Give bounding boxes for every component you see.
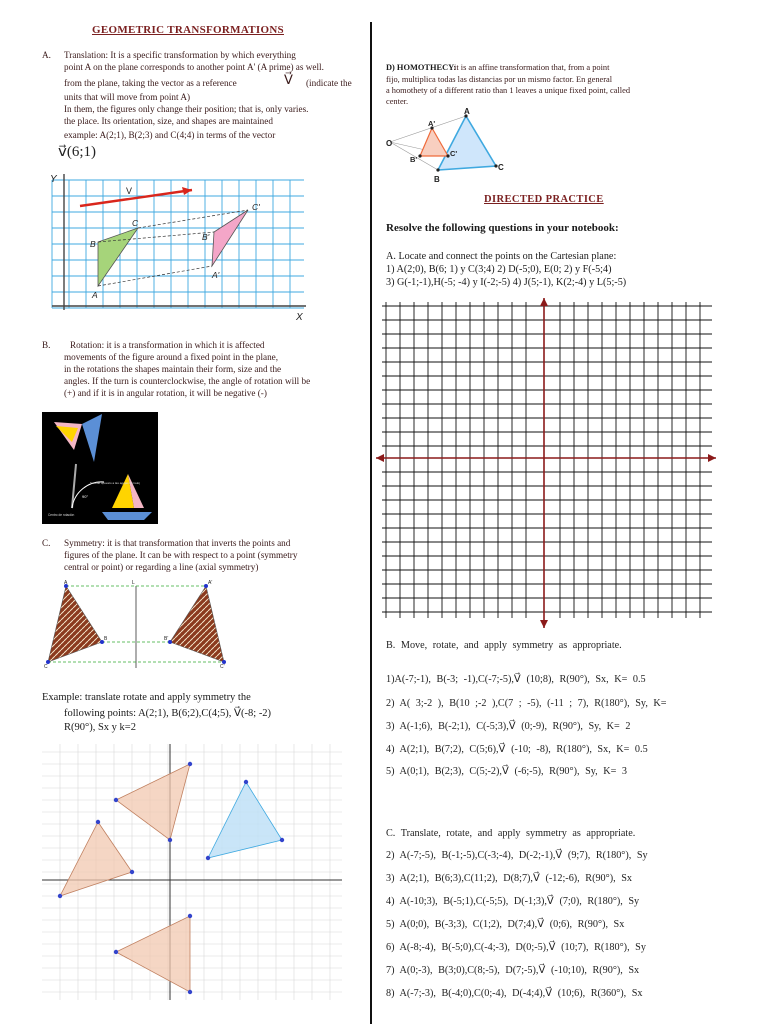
graph1-x-label: X xyxy=(296,312,303,322)
graph1-pt-c-prime: C' xyxy=(252,202,260,212)
sym-pt-b: B xyxy=(104,636,108,642)
section-b-line-1: Rotation: it is a transformation in which it is affected xyxy=(70,340,265,350)
graph1-pt-a: A xyxy=(92,290,98,300)
part-c-item-6: 6) A(-8;-4), B(-5;0),C(-4;-3), D(0;-5),V⃗ (10;7), R(180°), Sy xyxy=(386,942,646,953)
column-divider xyxy=(370,22,372,1024)
section-b-label: B. xyxy=(42,340,51,350)
part-a-title: A. Locate and connect the points on the Cartesian plane: xyxy=(386,251,617,262)
example-graph xyxy=(42,744,342,1000)
sym-pt-c: C xyxy=(44,664,48,670)
part-b-item-2: 2) A( 3;-2 ), B(10 ;-2 ),C(7 ; -5), (-11 ; 7), R(180°), Sy, K= xyxy=(386,698,667,709)
section-a-line-6: the place. Its orientation, size, and shapes are maintained xyxy=(64,116,273,126)
part-b-title: B. Move, rotate, and apply symmetry as appropriate. xyxy=(386,640,622,651)
graph1-pt-c: C xyxy=(132,218,139,228)
section-a-line-3: from the plane, taking the vector as a reference xyxy=(64,78,237,88)
part-b-item-4: 4) A(2;1), B(7;2), C(5;6),V⃗ (-10; -8), R(180°), Sx, K= 0.5 xyxy=(386,744,648,755)
section-b-line-2: movements of the figure around a fixed point in the plane, xyxy=(64,352,279,362)
sym-pt-a: A xyxy=(64,580,68,586)
section-b-line-3: in the rotations the shapes maintain their form, size and the xyxy=(64,364,282,374)
part-b-item-5: 5) A(0;1), B(2;3), C(5;-2),V⃗ (-6;-5), R(90°), Sy, K= 3 xyxy=(386,766,628,777)
part-c-item-4: 4) A(-10;3), B(-5;1),C(-5;5), D(-1;3),V⃗ (7;0), R(180°), Sy xyxy=(386,896,640,907)
sym-pt-c-prime: C' xyxy=(220,664,225,670)
rotation-angle: 90° xyxy=(82,494,89,499)
section-a-line-7: example: A(2;1), B(2;3) and C(4;4) in terms of the vector xyxy=(64,130,276,140)
graph1-pt-a-prime: A' xyxy=(212,270,220,280)
part-c-item-5: 5) A(0;0), B(-3;3), C(1;2), D(7;4),V⃗ (0;6), R(90°), Sx xyxy=(386,919,625,930)
sym-pt-a-prime: A' xyxy=(208,580,213,586)
part-a-line-2: 3) G(-1;-1),H(-5; -4) y I(-2;-5) 4) J(5;-1), K(2;-4) y L(5;-5) xyxy=(386,277,627,288)
homothecy-illustration xyxy=(384,106,524,184)
section-c-line-1: Symmetry: it is that transformation that inverts the points and xyxy=(64,538,291,548)
graph1-pt-b: B xyxy=(90,239,96,249)
section-a-label: A. xyxy=(42,50,51,60)
example-line-3: R(90°), Sx y k=2 xyxy=(64,722,136,733)
part-c-item-3: 3) A(2;1), B(6;3),C(11;2), D(8;7),V⃗ (-12;-6), R(90°), Sx xyxy=(386,873,632,884)
part-b-item-3: 3) A(-1;6), B(-2;1), C(-5;3),V⃗ (0;-9), R(90°), Sy, K= 2 xyxy=(386,721,631,732)
homothecy-line-3: a homothety of a different ratio than 1 leaves a unique fixed point, called xyxy=(386,86,631,95)
part-c-item-8: 8) A(-7;-3), B(-4;0),C(0;-4), D(-4;4),V⃗ (10;6), R(360°), Sx xyxy=(386,988,643,999)
section-a-line-4: units that will move from point A) xyxy=(64,92,191,102)
part-c-title: C. Translate, rotate, and apply symmetry as appropriate. xyxy=(386,828,636,839)
hom-pt-b: B xyxy=(434,175,440,184)
directed-practice-heading: DIRECTED PRACTICE xyxy=(484,194,604,205)
part-c-item-7: 7) A(0;-3), B(3;0),C(8;-5), D(7;-5),V⃗ (-10;10), R(90°), Sx xyxy=(386,965,640,976)
part-a-line-1: 1) A(2;0), B(6; 1) y C(3;4) 2) D(-5;0), E(0; 2) y F(-5;4) xyxy=(386,264,612,275)
hom-pt-a-prime: A' xyxy=(428,119,436,128)
homothecy-line-1: it is an affine transformation that, from a point xyxy=(454,63,610,72)
example-line-2: following points: A(2;1), B(6;2),C(4;5), V⃗(-8; -2) xyxy=(64,708,272,719)
section-a-line-5: In them, the figures only change their position; that is, only varies. xyxy=(64,104,309,114)
section-a-line-1: Translation: It is a specific transformation by which everything xyxy=(64,50,296,60)
section-b-line-5: (+) and if it is in angular rotation, it will be negative (-) xyxy=(64,388,267,398)
homothecy-label: D) HOMOTHECY: xyxy=(386,63,457,72)
graph1-v-label: V xyxy=(126,186,133,196)
symmetry-illustration xyxy=(40,578,240,670)
page-title: GEOMETRIC TRANSFORMATIONS xyxy=(92,24,284,36)
vector-symbol: V⃗ xyxy=(284,72,293,87)
section-c-label: C. xyxy=(42,538,51,548)
section-c-line-3: central or point) or regarding a line (axial symmetry) xyxy=(64,562,259,572)
resolve-instruction: Resolve the following questions in your notebook: xyxy=(386,222,619,234)
hom-pt-c-prime: C' xyxy=(450,149,458,158)
graph1-y-label: Y xyxy=(50,174,57,185)
part-b-item-1: 1)A(-7;-1), B(-3; -1),C(-7;-5),V⃗ (10;8), R(90°), Sx, K= 0.5 xyxy=(386,674,646,685)
section-a-line-2: point A on the plane corresponds to another point A' (A prime) as well. xyxy=(64,62,324,72)
rotation-caption-1: Sentido opuesto a las agujas del reloj xyxy=(90,481,140,485)
sym-pt-b-prime: B' xyxy=(164,636,169,642)
hom-pt-b-prime: B' xyxy=(410,155,418,164)
homothecy-line-4: center. xyxy=(386,97,409,106)
rotation-illustration xyxy=(42,412,158,524)
vector-hint: (indicate the xyxy=(306,78,352,88)
cartesian-plane xyxy=(376,298,716,628)
graph1-pt-b-prime: B' xyxy=(202,232,210,242)
hom-pt-a: A xyxy=(464,107,470,116)
hom-pt-o: O xyxy=(386,139,393,148)
translation-graph xyxy=(42,170,312,322)
section-c-line-2: figures of the plane. It can be with respect to a point (symmetry xyxy=(64,550,298,560)
hom-pt-c: C xyxy=(498,163,504,172)
homothecy-line-2: fijo, multiplica todas las distancias por un mismo factor. En general xyxy=(386,75,613,84)
section-b-line-4: angles. If the turn is counterclockwise, the angle of rotation will be xyxy=(64,376,311,386)
example-line-1: Example: translate rotate and apply symmetry the xyxy=(42,692,251,703)
vector-value: v⃗(6;1) xyxy=(58,144,97,160)
part-c-item-2: 2) A(-7;-5), B(-1;-5),C(-3;-4), D(-2;-1),V⃗ (9;7), R(180°), Sy xyxy=(386,850,648,861)
sym-axis-label: L xyxy=(132,580,135,586)
rotation-caption-2: Centro de rotación xyxy=(48,513,75,517)
